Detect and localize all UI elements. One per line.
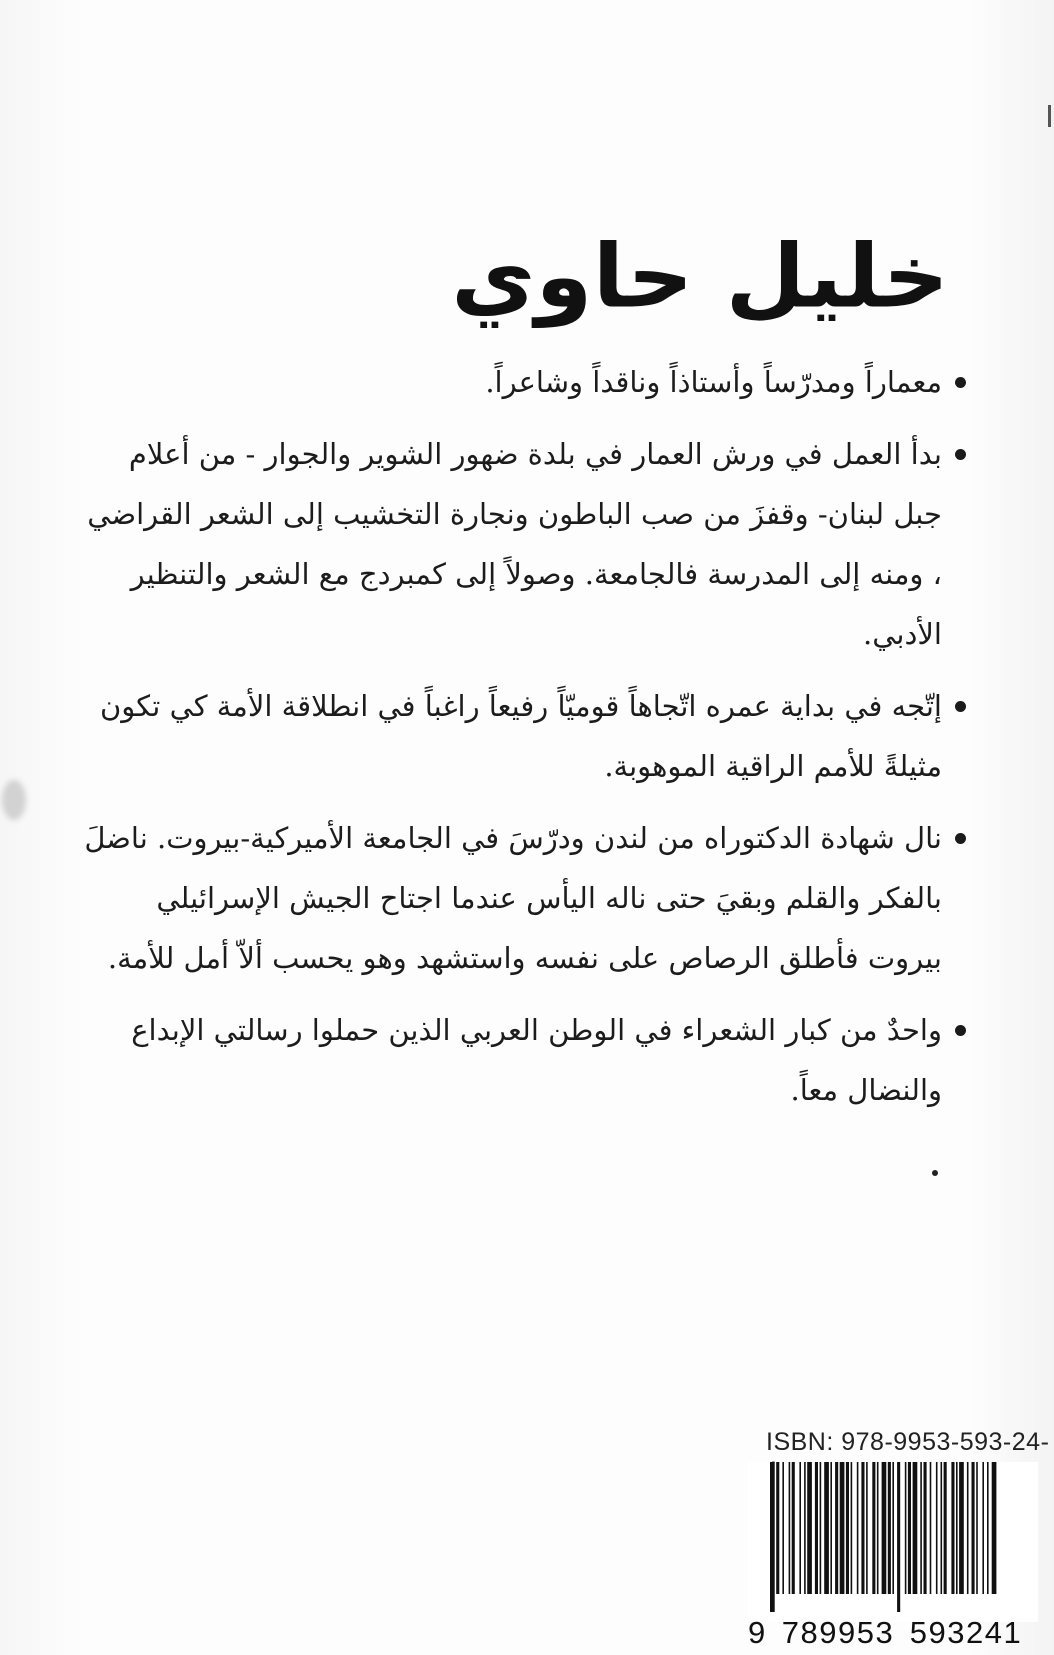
bio-item — [74, 676, 954, 796]
barcode-icon — [748, 1462, 1038, 1622]
bio-item-text: معماراً ومدرّساً وأستاذاً وناقداً وشاعراً. — [485, 365, 942, 399]
bio-item — [74, 1000, 954, 1120]
scan-edge-mark — [1048, 105, 1051, 127]
bio-item — [74, 424, 954, 664]
bio-item-text: بدأ العمل في ورش العمار في بلدة ضهور الشوير والجوار - من أعلام جبل لبنان- وقفزَ من صب الباطون ونجارة التخشيب إلى الشعر القراضي ، ومنه إلى المدرسة فالجامعة. وصولاً إلى كمبردج مع الشعر والتنظير الأدبي. — [87, 437, 942, 651]
bullet-icon — [955, 377, 966, 388]
print-speck — [932, 1170, 938, 1176]
barcode-digits-left: 789953 — [781, 1615, 895, 1650]
bio-item — [74, 352, 954, 412]
bio-item-text: إتّجه في بداية عمره اتّجاهاً قوميّاً رفيعاً راغباً في انطلاقة الأمة كي تكون مثيلةً للأمم الراقية الموهوبة. — [99, 689, 942, 783]
barcode-digits — [748, 1615, 1038, 1651]
bio-item-text: نال شهادة الدكتوراه من لندن ودرّسَ في الجامعة الأميركية-بيروت. ناضلَ بالفكر والقلم وبقيَ حتى ناله اليأس عندما اجتاح الجيش الإسرائيلي بيروت فأطلق الرصاص على نفسه واستشهد وهو يحسب ألاّ أمل للأمة. — [84, 821, 942, 975]
barcode-digit-first: 9 — [748, 1615, 767, 1650]
bullet-icon — [955, 1025, 966, 1036]
biography-list — [74, 352, 954, 1132]
author-name-title: خليل حاوي — [451, 225, 949, 328]
bio-item-text: واحدٌ من كبار الشعراء في الوطن العربي الذين حملوا رسالتي الإبداع والنضال معاً. — [131, 1013, 942, 1107]
bullet-icon — [955, 449, 966, 460]
bullet-icon — [955, 833, 966, 844]
bio-item — [74, 808, 954, 988]
isbn-label: ISBN: 978-9953-593-24- — [766, 1428, 1050, 1456]
barcode-digits-right: 593241 — [909, 1615, 1023, 1650]
scan-smudge — [2, 780, 26, 820]
bullet-icon — [955, 701, 966, 712]
